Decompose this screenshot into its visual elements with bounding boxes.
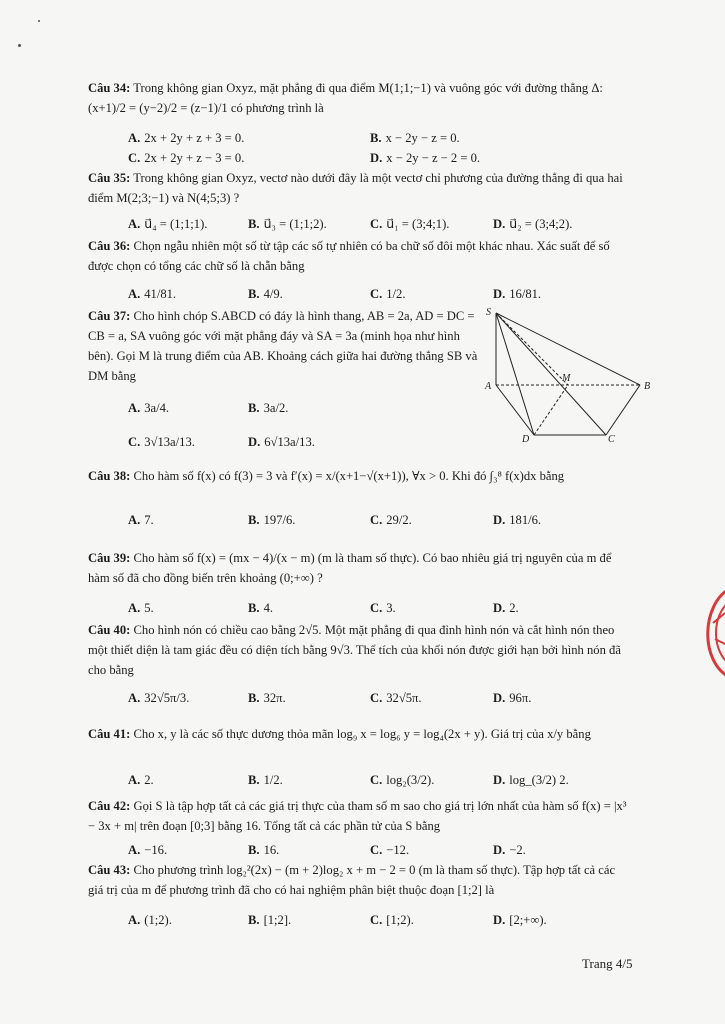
option-a: A. 2x + 2y + z + 3 = 0. — [128, 131, 245, 145]
option-a: A. 2. — [128, 773, 154, 787]
question-label: Câu 35: — [88, 171, 131, 185]
question-text: Trong không gian Oxyz, vectơ nào dưới đây là một vectơ chỉ phương của đường thẳng đi qua hai điểm M(2;3;−1) và N(4;5;3) ? — [88, 171, 623, 205]
option-b: B. 1/2. — [248, 773, 283, 787]
question-38 — [88, 466, 633, 527]
option-a: A. 32√5π/3. — [128, 691, 190, 705]
option-b: B. 197/6. — [248, 513, 296, 527]
options-row — [88, 688, 633, 708]
question-text: Cho hình nón có chiều cao bằng 2√5. Một mặt phẳng đi qua đỉnh hình nón và cắt hình nón theo một thiết diện là tam giác đều có diện tích bằng 9√3. Thể tích của khối nón được giới hạn bởi hình nón đã cho bằng — [88, 623, 621, 677]
option-d: D. u⃗₂ = (3;4;2). — [493, 217, 573, 231]
red-stamp-fragment — [691, 583, 725, 683]
option-a: A. 41/81. — [128, 287, 177, 301]
option-c: C. 3. — [370, 601, 396, 615]
option-d: D. log_(3/2) 2. — [493, 773, 569, 787]
label-s: S — [486, 307, 491, 318]
question-35 — [88, 168, 633, 231]
question-34 — [88, 78, 633, 165]
option-c: C. 2x + 2y + z − 3 = 0. — [128, 151, 245, 165]
option-b: B. 3a/2. — [248, 401, 289, 415]
edge-cb — [606, 385, 640, 435]
question-text: Cho hàm số f(x) = (mx − 4)/(x − m) (m là tham số thực). Có bao nhiêu giá trị nguyên của m để hàm số đã cho đồng biến trên khoảng (0;+∞) ? — [88, 551, 612, 585]
option-b: B. 4. — [248, 601, 274, 615]
question-42 — [88, 796, 633, 857]
question-37 — [88, 306, 478, 449]
option-c: C. log₂(3/2). — [370, 773, 435, 787]
options-row — [88, 910, 633, 930]
option-d: D. 2. — [493, 601, 519, 615]
question-label: Câu 42: — [88, 799, 131, 813]
option-d: D. 181/6. — [493, 513, 542, 527]
edge-dm — [534, 385, 568, 435]
options-row — [88, 840, 633, 860]
option-c: C. u⃗₁ = (3;4;1). — [370, 217, 450, 231]
option-c: C. [1;2). — [370, 913, 414, 927]
edge-ad — [496, 385, 534, 435]
option-d: D. 96π. — [493, 691, 532, 705]
options-row — [88, 770, 633, 790]
question-text: Chọn ngẫu nhiên một số từ tập các số tự nhiên có ba chữ số đôi một khác nhau. Xác suất để số được chọn có tổng các chữ số là chẵn bằng — [88, 239, 610, 273]
option-b: B. x − 2y − z = 0. — [370, 131, 460, 145]
option-b: B. [1;2]. — [248, 913, 292, 927]
options-row — [88, 128, 633, 148]
question-text: Cho hàm số f(x) có f(3) = 3 và f′(x) = x/(x+1−√(x+1)), ∀x > 0. Khi đó ∫₃⁸ f(x)dx bằng — [133, 469, 565, 483]
question-label: Câu 41: — [88, 727, 131, 741]
options-row — [88, 148, 633, 168]
option-a: A. 3a/4. — [128, 401, 170, 415]
option-a: A. (1;2). — [128, 913, 172, 927]
scan-dot — [18, 44, 21, 47]
label-b: B — [644, 381, 651, 392]
option-d: D. [2;+∞). — [493, 913, 547, 927]
options-row — [88, 432, 478, 452]
question-label: Câu 34: — [88, 81, 131, 95]
question-label: Câu 39: — [88, 551, 131, 565]
option-d: D. 16/81. — [493, 287, 542, 301]
question-text: Cho x, y là các số thực dương thỏa mãn log₉ x = log₆ y = log₄(2x + y). Giá trị của x/y bằng — [133, 727, 591, 741]
option-a: A. 5. — [128, 601, 154, 615]
option-c: C. 32√5π. — [370, 691, 422, 705]
question-41 — [88, 724, 633, 787]
label-a: A — [485, 381, 492, 392]
question-43 — [88, 860, 633, 927]
question-39 — [88, 548, 633, 615]
options-row — [88, 510, 633, 530]
option-c: C. −12. — [370, 843, 410, 857]
question-40 — [88, 620, 633, 705]
question-label: Câu 40: — [88, 623, 131, 637]
option-a: A. 7. — [128, 513, 154, 527]
option-c: C. 1/2. — [370, 287, 406, 301]
question-36 — [88, 236, 633, 301]
question-label: Câu 36: — [88, 239, 131, 253]
option-b: B. u⃗₃ = (1;1;2). — [248, 217, 327, 231]
option-d: D. −2. — [493, 843, 526, 857]
label-c: C — [608, 434, 615, 445]
option-b: B. 32π. — [248, 691, 286, 705]
question-text: Cho hình chóp S.ABCD có đáy là hình thang, AB = 2a, AD = DC = CB = a, SA vuông góc với mặt phẳng đáy và SA = 3a (minh họa như hình bên). Gọi M là trung điểm của AB. Khoảng cách giữa hai đường thẳng SB và DM bằng — [88, 309, 478, 383]
page-number: Trang 4/5 — [582, 956, 633, 971]
option-c: C. 3√13a/13. — [128, 435, 195, 449]
question-text: Trong không gian Oxyz, mặt phẳng đi qua điểm M(1;1;−1) và vuông góc với đường thẳng Δ: (x+1)/2 = (y−2)/2 = (z−1)/1 có phương trình là — [88, 81, 603, 115]
question-label: Câu 38: — [88, 469, 131, 483]
option-c: C. 29/2. — [370, 513, 412, 527]
question-label: Câu 43: — [88, 863, 131, 877]
options-row — [88, 284, 633, 304]
options-row — [88, 598, 633, 618]
option-a: A. −16. — [128, 843, 168, 857]
option-b: B. 4/9. — [248, 287, 283, 301]
label-d: D — [522, 434, 530, 445]
option-d: D. x − 2y − z − 2 = 0. — [370, 151, 481, 165]
label-m: M — [562, 373, 571, 384]
question-label: Câu 37: — [88, 309, 131, 323]
options-row — [88, 398, 478, 418]
options-row — [88, 214, 633, 234]
option-a: A. u⃗₄ = (1;1;1). — [128, 217, 208, 231]
edge-sc — [496, 313, 606, 435]
question-text: Gọi S là tập hợp tất cả các giá trị thực của tham số m sao cho giá trị lớn nhất của hàm số f(x) = |x³ − 3x + m| trên đoạn [0;3] bằng 16. Tổng tất cả các phần tử của S bằng — [88, 799, 627, 833]
option-d: D. 6√13a/13. — [248, 435, 315, 449]
scan-dot — [38, 20, 40, 22]
question-text: Cho phương trình log₂²(2x) − (m + 2)log₂ x + m − 2 = 0 (m là tham số thực). Tập hợp tất cả các giá trị của m để phương trình đã cho có hai nghiệm phân biệt thuộc đoạn [1;2] là — [88, 863, 616, 897]
pyramid-figure — [482, 305, 662, 445]
option-b: B. 16. — [248, 843, 280, 857]
